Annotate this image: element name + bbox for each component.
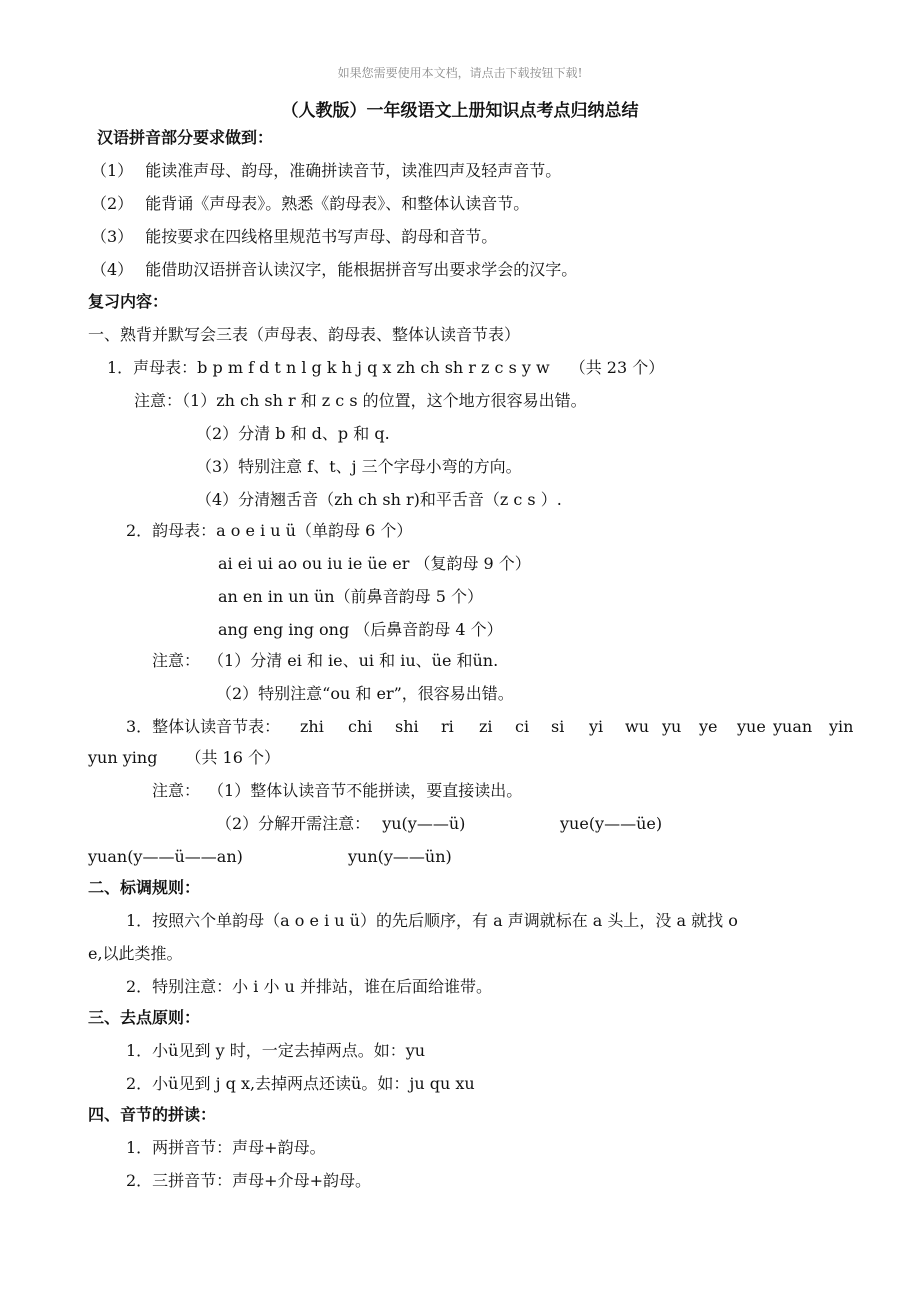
shengmu-table-line — [107, 357, 664, 379]
requirement-number: （4） — [91, 260, 134, 279]
yunmu-front-nasal-row: an en in un ün（前鼻音韵母 5 个） — [218, 587, 483, 606]
requirement-item — [91, 226, 497, 248]
note-label: 注意： — [134, 391, 183, 410]
syllable: zi — [479, 717, 493, 736]
shengmu-note-4: （4）分清翘舌音（zh ch sh r)和平舌音（z c s ）. — [196, 490, 562, 509]
yunmu-note-2: （2）特别注意“ou 和 er”，很容易出错。 — [216, 684, 514, 703]
note-label: 注意： — [152, 781, 201, 800]
zhengti-note-2 — [216, 813, 465, 835]
dot-rule-1: 1．小ü见到 y 时，一定去掉两点。如：yu — [126, 1041, 426, 1060]
section4-title: 四、音节的拼读： — [88, 1105, 217, 1124]
yunmu-table-line: 2．韵母表：a o e i u ü（单韵母 6 个） — [126, 521, 413, 540]
split-yun: yun(y——ün) — [348, 847, 452, 866]
shengmu-note-1 — [134, 390, 587, 412]
dot-rule-2: 2．小ü见到 j q x,去掉两点还读ü。如：ju qu xu — [126, 1074, 475, 1093]
note-label: 注意： — [152, 651, 201, 670]
shengmu-label: 1．声母表：b p m f d t n l g k h j q x zh ch sh r z c s y w — [107, 358, 550, 377]
requirement-text: 能读准声母、韵母，准确拼读音节，读准四声及轻声音节。 — [145, 161, 562, 180]
shengmu-note-3: （3）特别注意 f、t、j 三个字母小弯的方向。 — [196, 457, 522, 476]
section1-title: 一、熟背并默写会三表（声母表、韵母表、整体认读音节表） — [88, 325, 521, 344]
note-text: （1）分清 ei 和 ie、ui 和 iu、üe 和ün. — [208, 651, 499, 670]
syllable: yu — [662, 717, 682, 736]
zhengti-count: （共 16 个） — [185, 748, 280, 767]
syllable: wu — [625, 717, 649, 736]
yunmu-compound-row: ai ei ui ao ou iu ie üe er （复韵母 9 个） — [218, 554, 531, 573]
requirement-item — [91, 160, 561, 182]
requirement-number: （3） — [91, 227, 134, 246]
syllable: yi — [589, 717, 604, 736]
requirement-number: （2） — [91, 194, 134, 213]
spelling-rule-2: 2．三拼音节：声母+介母+韵母。 — [126, 1171, 371, 1190]
section3-title: 三、去点原则： — [88, 1008, 201, 1027]
syllable: yuan — [773, 717, 813, 736]
tone-rule-1: 1．按照六个单韵母（a o e i u ü）的先后顺序，有 a 声调就标在 a 头上，没 a 就找 o — [126, 911, 738, 930]
syllable: si — [551, 717, 565, 736]
split-yue: yue(y——üe) — [560, 814, 663, 833]
requirement-text: 能借助汉语拼音认读汉字，能根据拼音写出要求学会的汉字。 — [145, 260, 578, 279]
spelling-rule-1: 1．两拼音节：声母+韵母。 — [126, 1138, 326, 1157]
requirement-number: （1） — [91, 161, 134, 180]
zhengti-line-2 — [88, 747, 280, 769]
zhengti-table-label: 3．整体认读音节表： — [126, 717, 281, 736]
note-text: （2）分解开需注意： — [216, 814, 371, 833]
yunmu-note-1 — [152, 650, 498, 672]
section2-title: 二、标调规则： — [88, 878, 201, 897]
pinyin-requirements-heading: 汉语拼音部分要求做到： — [97, 128, 274, 147]
download-watermark: 如果您需要使用本文档，请点击下载按钮下载! — [337, 66, 583, 80]
document-title: （人教版）一年级语文上册知识点考点归纳总结 — [281, 101, 639, 121]
syllable: yue — [737, 717, 766, 736]
syllable: ci — [515, 717, 530, 736]
syllables-continued: yun ying — [88, 748, 158, 767]
split-yu: yu(y——ü) — [382, 814, 466, 833]
note-text: （1）整体认读音节不能拼读，要直接读出。 — [208, 781, 523, 800]
syllable: yin — [829, 717, 854, 736]
zhengti-note-1 — [152, 780, 522, 802]
requirement-text: 能按要求在四线格里规范书写声母、韵母和音节。 — [145, 227, 498, 246]
requirement-text: 能背诵《声母表》。熟悉《韵母表》、和整体认读音节。 — [145, 194, 530, 213]
requirement-item — [91, 193, 529, 215]
yunmu-back-nasal-row: ang eng ing ong （后鼻音韵母 4 个） — [218, 620, 503, 639]
shengmu-note-2: （2）分清 b 和 d、p 和 q. — [196, 424, 390, 443]
syllable: ri — [441, 717, 454, 736]
syllable: ye — [699, 717, 718, 736]
tone-rule-2: 2．特别注意：小 i 小 u 并排站，谁在后面给谁带。 — [126, 977, 492, 996]
note-text: （1）zh ch sh r 和 z c s 的位置，这个地方很容易出错。 — [182, 391, 587, 410]
syllable: chi — [348, 717, 373, 736]
requirement-item — [91, 259, 577, 281]
shengmu-count: （共 23 个） — [569, 358, 665, 377]
tone-rule-1-continued: e,以此类推。 — [88, 944, 183, 963]
split-yuan: yuan(y——ü——an) — [88, 847, 243, 866]
syllable: shi — [395, 717, 419, 736]
syllable: zhi — [300, 717, 324, 736]
review-heading: 复习内容： — [88, 292, 169, 311]
